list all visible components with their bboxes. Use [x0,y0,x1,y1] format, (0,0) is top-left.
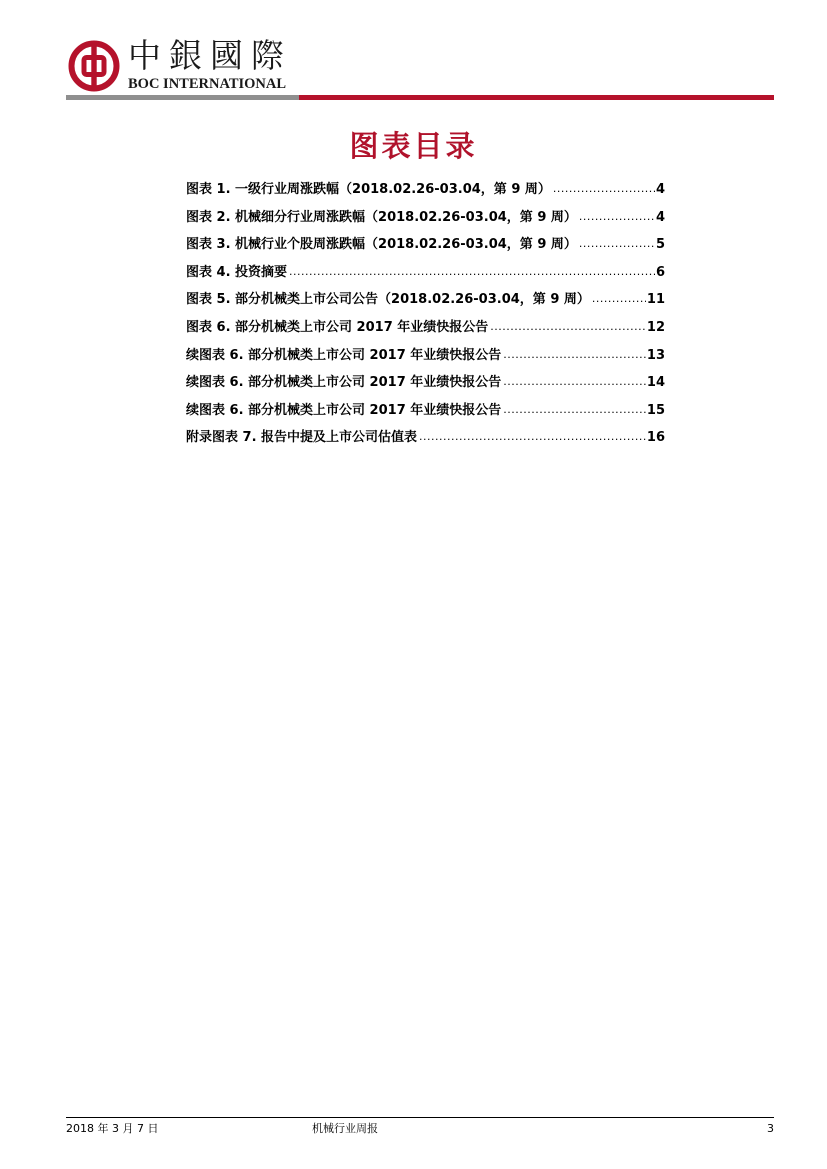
toc-entry[interactable] [186,261,665,289]
toc-leader-dots [289,265,655,278]
toc-entry-page: 16 [646,430,665,446]
toc-entry-text: 图表 4. 投资摘要 [186,264,288,280]
toc-leader-dots [419,430,646,443]
toc-entry[interactable] [186,178,665,206]
toc-entry-text: 附录图表 7. 报告中提及上市公司估值表 [186,430,418,446]
toc-entry-text: 图表 6. 部分机械类上市公司 2017 年业绩快报公告 [186,319,489,335]
toc-entry[interactable] [186,426,665,454]
toc-entry-page: 15 [646,402,665,418]
toc-entry[interactable] [186,206,665,234]
footer-report-name: 机械行业周报 [312,1122,378,1135]
toc-leader-dots [503,375,646,388]
toc-entry[interactable] [186,399,665,427]
toc-entry-page: 12 [646,319,665,335]
toc-leader-dots [592,292,646,305]
toc-entry[interactable] [186,288,665,316]
toc-entry-text: 图表 1. 一级行业周涨跌幅（2018.02.26-03.04，第 9 周） [186,182,551,197]
toc-list [186,178,665,454]
toc-leader-dots [503,348,646,361]
toc-entry[interactable] [186,371,665,399]
toc-leader-dots [579,237,655,250]
toc-title: 图表目录 [349,129,478,163]
toc-entry-text: 续图表 6. 部分机械类上市公司 2017 年业绩快报公告 [186,375,502,391]
toc-entry[interactable] [186,344,665,372]
toc-leader-dots [503,403,646,416]
toc-entry-page: 14 [646,375,665,391]
toc-entry[interactable] [186,316,665,344]
footer-page-number: 3 [767,1122,774,1135]
toc-entry-page: 5 [655,237,665,253]
header-rule-red [299,95,774,100]
toc-entry-text: 图表 2. 机械细分行业周涨跌幅（2018.02.26-03.04，第 9 周） [186,209,577,225]
brand-name-english: BOC INTERNATIONAL [128,76,287,92]
toc-entry-text: 图表 5. 部分机械类上市公司公告（2018.02.26-03.04，第 9 周） [186,292,590,308]
brand-name-chinese: 中銀國際 [128,36,292,75]
toc-entry-page: 4 [655,182,665,197]
header-rule-gray [66,95,299,100]
toc-leader-dots [579,210,655,223]
toc-leader-dots [553,182,655,195]
toc-entry-text: 续图表 6. 部分机械类上市公司 2017 年业绩快报公告 [186,402,502,418]
toc-entry-page: 6 [655,264,665,280]
footer-date: 2018 年 3 月 7 日 [66,1122,159,1135]
toc-entry-page: 4 [655,209,665,225]
toc-entry-page: 13 [646,347,665,363]
toc-entry-page: 11 [646,292,665,308]
footer-rule [66,1117,774,1118]
toc-entry-text: 续图表 6. 部分机械类上市公司 2017 年业绩快报公告 [186,347,502,363]
toc-entry[interactable] [186,233,665,261]
toc-leader-dots [490,320,646,333]
boc-logo-icon [68,40,120,92]
toc-entry-text: 图表 3. 机械行业个股周涨跌幅（2018.02.26-03.04，第 9 周） [186,237,577,253]
